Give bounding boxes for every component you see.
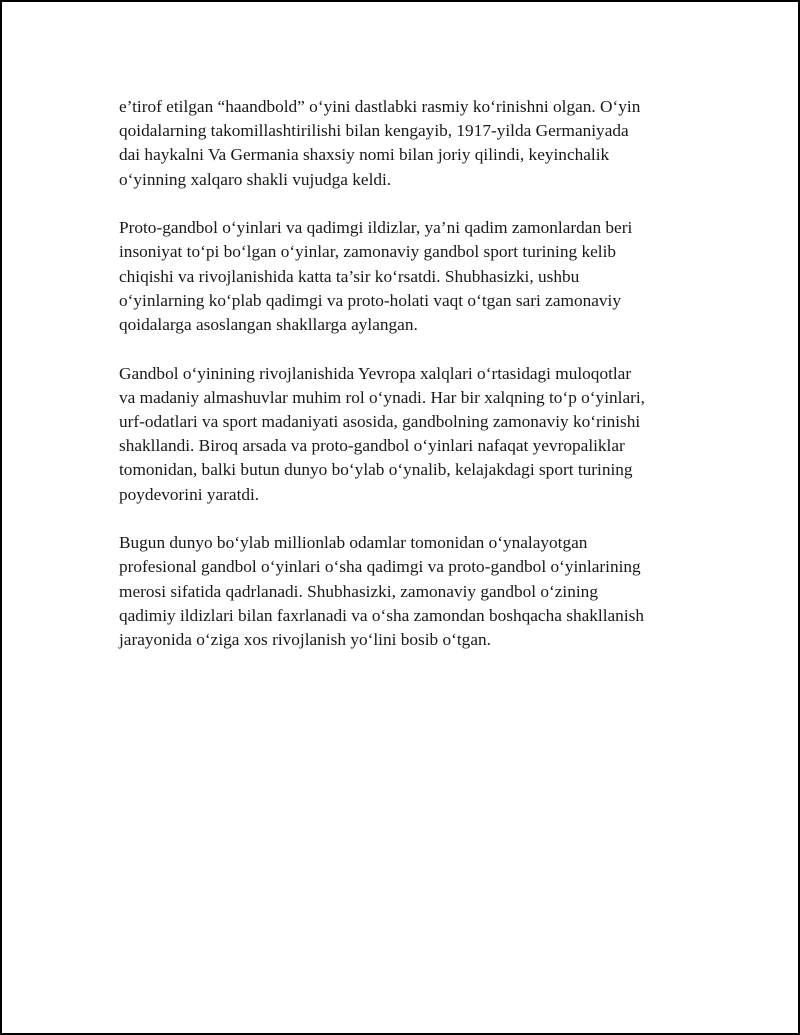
paragraph-2: Proto-gandbol o‘yinlari va qadimgi ildizlar, ya’ni qadim zamonlardan beri insoniyat to‘pi bo‘lgan o‘yinlar, zamonaviy gandbol sport turining kelib chiqishi va rivojlanishida katta ta’sir ko‘rsatdi. Shubhasizki, ushbu o‘yinlarning ko‘plab qadimgi va proto-holati vaqt o‘tgan sari zamonaviy qoidalarga asoslangan shakllarga aylangan. xyxy=(119,218,633,335)
paragraph-1: e’tirof etilgan “haandbold” o‘yini dastlabki rasmiy ko‘rinishni olgan. O‘yin qoidalarning takomillashtirilishi bilan kengayib, 1917-yilda Germaniyada dai haykalni Va Germania shaxsiy nomi bilan joriy qilindi, keyinchalik o‘yinning xalqaro shakli vujudga keldi. xyxy=(119,97,641,189)
paragraph-4: Bugun dunyo bo‘ylab millionlab odamlar tomonidan o‘ynalayotgan profesional gandbol o‘yinlari o‘sha qadimgi va proto-gandbol o‘yinlarining merosi sifatida qadrlanadi. Shubhasizki, zamonaviy gandbol o‘zining qadimiy ildizlari bilan faxrlanadi va o‘sha zamondan boshqacha shakllanish jarayonida o‘ziga xos rivojlanish yo‘lini bosib o‘tgan. xyxy=(119,533,644,650)
paragraph-3: Gandbol o‘yinining rivojlanishida Yevropa xalqlari o‘rtasidagi muloqotlar va madaniy almashuvlar muhim rol o‘ynadi. Har bir xalqning to‘p o‘yinlari, urf-odatlari va sport madaniyati asosida, gandbolning zamonaviy ko‘rinishi shakllandi. Biroq arsada va proto-gandbol o‘yinlari nafaqat yevropaliklar tomonidan, balki butun dunyo bo‘ylab o‘ynalib, kelajakdagi sport turining poydevorini yaratdi. xyxy=(119,363,645,504)
document-body xyxy=(119,95,694,652)
